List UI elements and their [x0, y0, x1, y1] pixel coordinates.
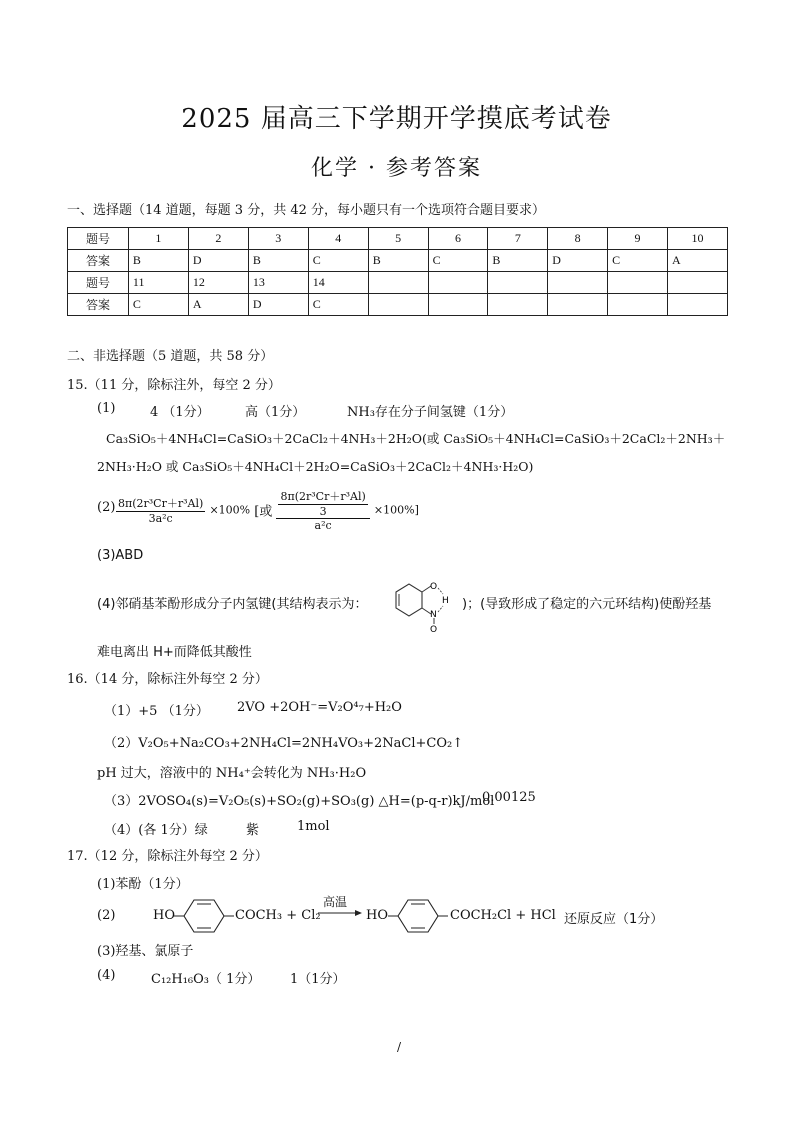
q17-p2-product: COCH₂Cl + HCl	[450, 908, 556, 923]
table-cell	[368, 294, 428, 316]
table-cell: B	[368, 250, 428, 272]
table-cell	[608, 272, 668, 294]
q15-heading: 15.（11 分，除标注外，每空 2 分）	[67, 378, 281, 393]
reaction-arrow-icon	[318, 908, 362, 918]
table-cell: 6	[428, 228, 488, 250]
q17-p2-label: (2)	[97, 908, 116, 923]
q15-equation-line1: Ca₃SiO₅＋4NH₄Cl=CaSiO₃＋2CaCl₂＋4NH₃＋2H₂O(或 Ca₃SiO₅＋4NH₄Cl=CaSiO₃＋2CaCl₂＋2NH₃＋	[106, 431, 726, 446]
alt-fraction-numerator	[276, 488, 369, 519]
table-cell: C	[308, 294, 368, 316]
q17-p2-reactant: COCH₃ + Cl₂	[235, 908, 321, 923]
alt-fraction	[276, 488, 369, 532]
q15-p2-formula	[116, 488, 419, 532]
table-cell: D	[548, 250, 608, 272]
table-row-label: 题号	[68, 272, 129, 294]
q16-l5-c: 1mol	[297, 819, 330, 834]
alt-fraction-denominator: a²c	[314, 519, 332, 532]
table-cell: 10	[667, 228, 727, 250]
alt-percent-suffix: ×100%]	[373, 503, 419, 517]
q15-p4-part-b: )；(导致形成了稳定的六元环结构)使酚羟基	[462, 597, 712, 612]
table-cell: C	[308, 250, 368, 272]
q17-p2-condition: 高温	[323, 895, 348, 909]
q17-p2-ho: HO	[153, 908, 175, 923]
table-cell: 8	[548, 228, 608, 250]
table-cell: C	[608, 250, 668, 272]
q16-l1-equation: 2VO +2OH⁻=V₂O⁴₇+H₂O	[237, 700, 402, 715]
section1-heading: 一、选择题（14 道题，每题 3 分，共 42 分，每小题只有一个选项符合题目要求）	[67, 203, 546, 218]
table-cell	[667, 294, 727, 316]
q16-l3: pH 过大，溶液中的 NH₄⁺会转化为 NH₃·H₂O	[97, 766, 367, 781]
q16-l5-b: 紫	[246, 823, 260, 838]
table-cell: A	[667, 250, 727, 272]
q17-p4-label: (4)	[97, 968, 116, 983]
table-cell: D	[188, 250, 248, 272]
q15-p1-label: (1)	[97, 401, 116, 416]
table-row	[68, 228, 728, 250]
table-cell: 14	[308, 272, 368, 294]
table-cell	[428, 294, 488, 316]
q15-p1-answer-a: 4 （1分）	[150, 405, 210, 420]
q16-l5: （4）(各 1分）绿	[104, 823, 208, 838]
inner-numerator: 8π(2r³Cr＋r³Al)	[280, 490, 366, 503]
table-row-label: 答案	[68, 250, 129, 272]
table-cell: 2	[188, 228, 248, 250]
table-cell: D	[248, 294, 308, 316]
table-row	[68, 294, 728, 316]
table-cell: C	[428, 250, 488, 272]
page-title: 2025 届高三下学期开学摸底考试卷	[181, 104, 612, 134]
table-cell: B	[488, 250, 548, 272]
q17-p2-reaction-type: 还原反应（1分）	[564, 912, 664, 927]
answer-table	[67, 227, 728, 316]
q15-p4-part-a: (4)邻硝基苯酚形成分子内氢键(其结构表示为：	[97, 597, 368, 612]
table-cell	[667, 272, 727, 294]
struct-h-label: H	[442, 596, 449, 606]
fraction-numerator: 8π(2r³Cr＋r³Al)	[118, 497, 204, 510]
q16-heading: 16.（14 分，除标注外每空 2 分）	[67, 672, 268, 687]
table-cell	[488, 294, 548, 316]
benzene-ring-icon	[174, 896, 234, 936]
table-cell: 7	[488, 228, 548, 250]
table-cell	[488, 272, 548, 294]
q17-p3: (3)羟基、氯原子	[97, 944, 194, 959]
q16-l1: （1）+5 （1分）	[104, 704, 209, 719]
section2-heading: 二、非选择题（5 道题，共 58 分）	[67, 349, 274, 364]
q15-p2-label: (2)	[97, 500, 116, 515]
table-cell	[548, 294, 608, 316]
table-cell: B	[128, 250, 188, 272]
q16-l4: （3）2VOSO₄(s)=V₂O₅(s)+SO₂(g)+SO₃(g) △H=(p-q-r)kJ/mol	[104, 794, 495, 809]
table-cell: 9	[608, 228, 668, 250]
table-row	[68, 250, 728, 272]
table-row	[68, 272, 728, 294]
table-cell	[548, 272, 608, 294]
page-subtitle: 化学 · 参考答案	[311, 156, 482, 181]
inner-fraction	[278, 488, 367, 518]
table-cell: A	[188, 294, 248, 316]
alt-prefix: [或	[254, 504, 273, 520]
table-row-label: 答案	[68, 294, 129, 316]
nitrophenol-structure-icon	[382, 572, 462, 632]
q15-p1-answer-b: 高（1分）	[245, 405, 306, 420]
benzene-ring-icon	[388, 896, 448, 936]
table-cell: 5	[368, 228, 428, 250]
table-cell	[608, 294, 668, 316]
table-cell: 13	[248, 272, 308, 294]
table-cell: 4	[308, 228, 368, 250]
q17-p2-ho2: HO	[366, 908, 388, 923]
fraction	[116, 495, 205, 525]
inner-denominator: 3	[319, 505, 327, 518]
table-cell: 1	[128, 228, 188, 250]
page-marker: /	[397, 1040, 402, 1054]
struct-n-label: N	[430, 610, 437, 620]
q15-equation-line2: 2NH₃·H₂O 或 Ca₃SiO₅＋4NH₄Cl＋2H₂O=CaSiO₃＋2CaCl₂＋4NH₃·H₂O)	[97, 459, 534, 474]
percent-suffix: ×100%	[209, 503, 251, 517]
table-cell	[428, 272, 488, 294]
q15-p4-part-c: 难电离出 H+而降低其酸性	[97, 645, 252, 660]
q16-l4-value: 0.00125	[482, 790, 536, 805]
table-cell	[368, 272, 428, 294]
table-cell: 11	[128, 272, 188, 294]
q17-heading: 17.（12 分，除标注外每空 2 分）	[67, 849, 268, 864]
table-cell: 3	[248, 228, 308, 250]
table-cell: C	[128, 294, 188, 316]
q16-l2: （2）V₂O₅+Na₂CO₃+2NH₄Cl=2NH₄VO₃+2NaCl+CO₂↑	[104, 736, 464, 751]
table-cell: B	[248, 250, 308, 272]
q15-p3: (3)ABD	[97, 548, 144, 563]
table-row-label: 题号	[68, 228, 129, 250]
struct-o-label: O	[430, 582, 438, 592]
q17-p4-count: 1（1分）	[290, 972, 346, 987]
q17-p1: (1)苯酚（1分）	[97, 877, 189, 892]
fraction-denominator: 3a²c	[148, 512, 173, 525]
struct-o2-label: O	[430, 625, 438, 632]
q15-p1-answer-c: NH₃存在分子间氢键（1分）	[347, 405, 514, 420]
table-cell: 12	[188, 272, 248, 294]
q17-p4-formula: C₁₂H₁₆O₃（ 1分）	[151, 972, 261, 987]
